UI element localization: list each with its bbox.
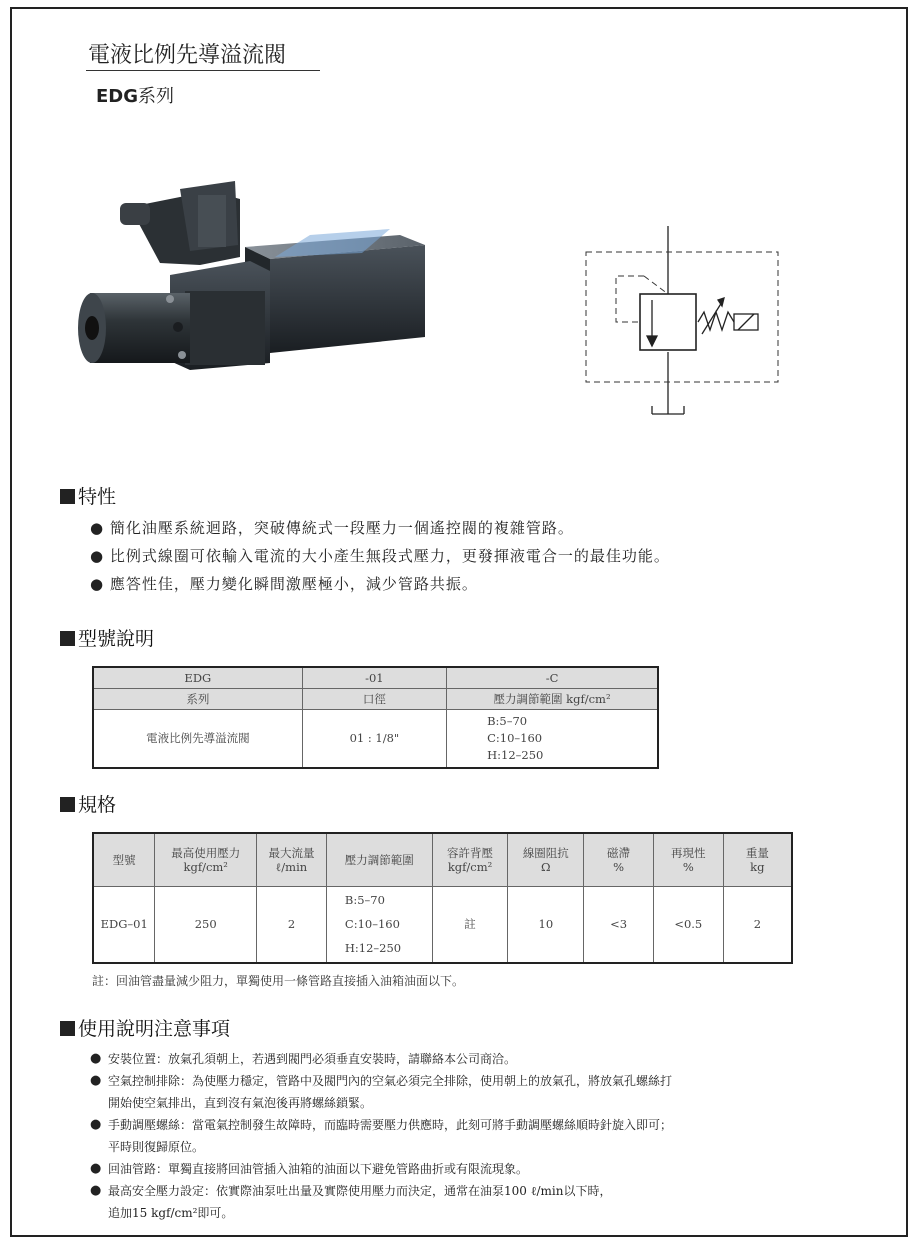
usage-list: [90, 1048, 860, 1224]
label-size: 口徑: [302, 689, 446, 710]
section-usage-heading: 使用說明注意事項: [60, 1014, 230, 1041]
header-cell: 線圈阻抗 Ω: [508, 833, 584, 887]
header-cell: 最高使用壓力 kgf/cm²: [155, 833, 257, 887]
table-row: [93, 710, 658, 768]
square-bullet-icon: [60, 1021, 75, 1036]
hydraulic-symbol: [584, 226, 784, 421]
label-range: 壓力調節範圍 kgf/cm²: [447, 689, 658, 710]
square-bullet-icon: [60, 797, 75, 812]
code-range: -C: [447, 667, 658, 689]
spec-table: [92, 832, 793, 964]
cell-weight: 2: [723, 887, 792, 963]
series-code: EDG: [96, 86, 139, 107]
feature-item: ● 比例式線圈可依輸入電流的大小產生無段式壓力，更發揮液電合一的最佳功能。: [90, 542, 670, 570]
spec-note: 註：回油管盡量減少阻力，單獨使用一條管路直接插入油箱油面以下。: [92, 974, 465, 988]
model-code-table: [92, 666, 659, 769]
section-spec-heading: 規格: [60, 790, 116, 817]
table-row: [93, 887, 792, 963]
series-suffix: 系列: [138, 86, 175, 107]
cell-max-pressure: 250: [155, 887, 257, 963]
usage-item: ● 安裝位置：放氣孔須朝上，若遇到閥門必須垂直安裝時，請聯絡本公司商洽。: [90, 1048, 860, 1070]
value-series: 電液比例先導溢流閥: [93, 710, 302, 768]
section-features-heading: 特性: [60, 482, 116, 509]
header-cell: 重量 kg: [723, 833, 792, 887]
code-series: EDG: [93, 667, 302, 689]
header-cell: 壓力調節範圍: [326, 833, 432, 887]
table-row: [93, 689, 658, 710]
header-cell: 再現性 %: [653, 833, 723, 887]
cell-coil: 10: [508, 887, 584, 963]
label-series: 系列: [93, 689, 302, 710]
features-list: [90, 514, 670, 598]
cell-model: EDG–01: [93, 887, 155, 963]
cell-repeatability: <0.5: [653, 887, 723, 963]
table-header-row: [93, 833, 792, 887]
page-title: 電液比例先導溢流閥: [88, 43, 287, 68]
cell-ranges: B:5–70 C:10–160 H:12–250: [326, 887, 432, 963]
cell-max-flow: 2: [257, 887, 327, 963]
usage-item: ● 回油管路：單獨直接將回油管插入油箱的油面以下避免管路曲折或有限流現象。: [90, 1158, 860, 1180]
section-model-heading: 型號說明: [60, 624, 154, 651]
cell-hysteresis: <3: [584, 887, 654, 963]
header-cell: 容許背壓 kgf/cm²: [432, 833, 508, 887]
usage-item: ● 手動調壓螺絲：當電氣控制發生故障時，而臨時需要壓力供應時，此刻可將手動調壓螺絲順時針旋入即可； 平時則復歸原位。: [90, 1114, 860, 1158]
header-cell: 型號: [93, 833, 155, 887]
value-size: 01 : 1/8": [302, 710, 446, 768]
usage-item: ● 最高安全壓力設定：依實際油泵吐出量及實際使用壓力而決定，通常在油泵100 ℓ/min以下時， 追加15 kgf/cm²即可。: [90, 1180, 860, 1224]
feature-item: ● 應答性佳，壓力變化瞬間激壓極小，減少管路共振。: [90, 570, 670, 598]
cell-back-pressure: 註: [432, 887, 508, 963]
square-bullet-icon: [60, 631, 75, 646]
header-cell: 磁滯 %: [584, 833, 654, 887]
value-ranges: B:5–70 C:10–160 H:12–250: [447, 710, 658, 768]
series-label: [96, 82, 174, 108]
usage-item: ● 空氣控制排除：為使壓力穩定，管路中及閥門內的空氣必須完全排除，使用朝上的放氣孔，將放氣孔螺絲打 開始使空氣排出，直到沒有氣泡後再將螺絲鎖緊。: [90, 1070, 860, 1114]
square-bullet-icon: [60, 489, 75, 504]
feature-item: ● 簡化油壓系統迴路，突破傳統式一段壓力一個遙控閥的複雜管路。: [90, 514, 670, 542]
code-size: -01: [302, 667, 446, 689]
title-underline: [86, 70, 320, 71]
table-row: [93, 667, 658, 689]
valve-product-image: [70, 165, 440, 375]
header-cell: 最大流量 ℓ/min: [257, 833, 327, 887]
